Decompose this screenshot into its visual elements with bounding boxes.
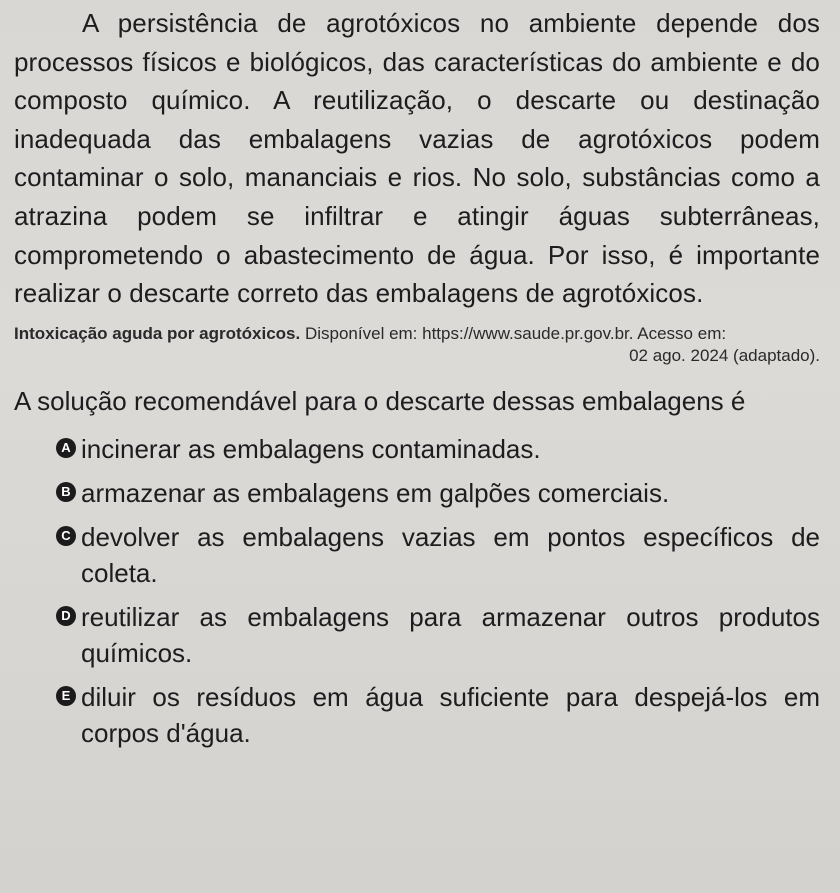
source-details: Disponível em: https://www.saude.pr.gov.br. Acesso em: <box>304 323 727 343</box>
option-c-text: devolver as embalagens vazias em pontos específicos de coleta. <box>81 521 820 588</box>
option-c-letter-badge: C <box>56 526 76 546</box>
option-c[interactable] <box>14 519 820 591</box>
option-e[interactable] <box>14 679 820 751</box>
question-stem: A solução recomendável para o descarte dessas embalagens é <box>14 385 746 416</box>
passage-text: A persistência de agrotóxicos no ambiente depende dos processos físicos e biológicos, das características do ambiente e do composto químico. A reutilização, o descarte ou destinação inadequada das embalagens vazias de agrotóxicos podem contaminar o solo, mananciais e rios. No solo, substâncias como a atrazina podem se infiltrar e atingir águas subterrâneas, comprometendo o abastecimento de água. Por isso, é importante realizar o descarte correto das embalagens de agrotóxicos. <box>14 8 820 309</box>
option-d-letter-badge: D <box>56 606 76 626</box>
option-a[interactable] <box>14 431 820 467</box>
source-date: 02 ago. 2024 (adaptado). <box>629 345 820 365</box>
source-title: Intoxicação aguda por agrotóxicos. <box>14 323 301 343</box>
option-d[interactable] <box>14 599 820 671</box>
option-b-text: armazenar as embalagens em galpões comerciais. <box>81 477 670 508</box>
option-a-letter-badge: A <box>56 438 76 458</box>
option-a-text: incinerar as embalagens contaminadas. <box>81 433 541 464</box>
option-e-letter-badge: E <box>56 686 76 706</box>
option-b[interactable] <box>14 475 820 511</box>
option-b-letter-badge: B <box>56 482 76 502</box>
source-citation <box>14 323 820 367</box>
option-e-text: diluir os resíduos em água suficiente para despejá-los em corpos d'água. <box>81 681 820 748</box>
answer-options <box>14 431 820 751</box>
option-d-text: reutilizar as embalagens para armazenar outros produtos químicos. <box>81 601 820 668</box>
